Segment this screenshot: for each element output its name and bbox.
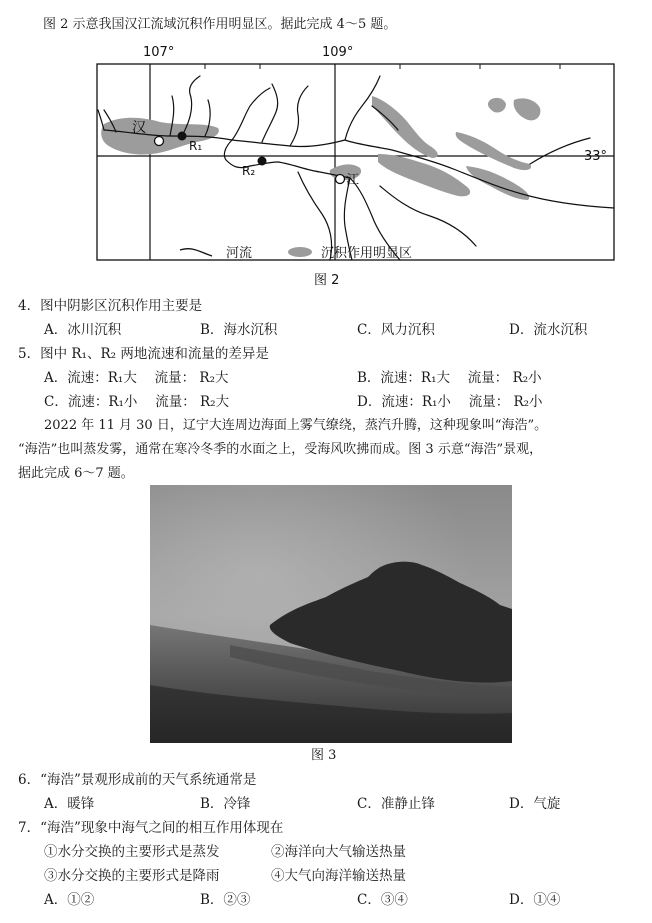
intro-text-2-line2: “海浩”也叫蒸发雾，通常在寒冷冬季的水面之上，受海风吹拂而成。图 3 示意“海浩”景观，: [18, 442, 543, 457]
q6-stem: 6．“海浩”景观形成前的天气系统通常是: [18, 772, 257, 788]
q5-option-d[interactable]: D．流速：R₁小 流量： R₂小: [357, 394, 543, 410]
q7-option-d[interactable]: D．①④: [509, 892, 561, 908]
map-frame: [97, 64, 614, 260]
q5-option-a[interactable]: A．流速：R₁大 流量： R₂大: [44, 370, 229, 386]
q4-option-b[interactable]: B．海水沉积: [200, 322, 278, 338]
q7-item-1: ①水分交换的主要形式是蒸发: [44, 844, 220, 860]
intro-text-2-line1: 2022 年 11 月 30 日，辽宁大连周边海面上雾气缭绕，蒸汽升腾，这种现象叫“海浩”。: [44, 418, 548, 433]
q7-item-2: ②海洋向大气输送热量: [271, 844, 406, 860]
q5-stem: 5．图中 R₁、R₂ 两地流速和流量的差异是: [18, 346, 269, 362]
q7-stem: 7．“海浩”现象中海气之间的相互作用体现在: [18, 820, 284, 836]
sea-smoke-photo: [150, 485, 512, 743]
q7-option-a[interactable]: A．①②: [44, 892, 95, 908]
q4-stem: 4．图中阴影区沉积作用主要是: [18, 298, 203, 314]
map-figure: [0, 36, 652, 306]
q6-option-b[interactable]: B．冷锋: [200, 796, 251, 812]
q5-option-c[interactable]: C．流速：R₁小 流量： R₂大: [44, 394, 230, 410]
han-town-marker: [155, 137, 164, 146]
q4-option-d[interactable]: D．流水沉积: [509, 322, 588, 338]
q7-item-3: ③水分交换的主要形式是降雨: [44, 868, 220, 884]
legend-river-label: 河流: [226, 246, 253, 261]
q4-option-c[interactable]: C．风力沉积: [357, 322, 435, 338]
q4-option-a[interactable]: A．冰川沉积: [44, 322, 122, 338]
intro-text-2-line3: 据此完成 6～7 题。: [18, 466, 134, 481]
intro-text-1: 图 2 示意我国汉江流域沉积作用明显区。据此完成 4～5 题。: [43, 17, 397, 32]
legend-deposit-label: 沉积作用明显区: [321, 246, 413, 261]
lon-109-label: 109°: [322, 45, 354, 60]
q6-option-a[interactable]: A．暖锋: [44, 796, 95, 812]
map-caption: 图 2: [314, 273, 340, 288]
label-han: 汉: [132, 120, 146, 136]
q7-item-4: ④大气向海洋输送热量: [271, 868, 406, 884]
photo-caption: 图 3: [311, 748, 337, 763]
lon-107-label: 107°: [143, 45, 175, 60]
q6-option-d[interactable]: D．气旋: [509, 796, 561, 812]
r2-marker: [258, 157, 267, 166]
r1-marker: [178, 132, 187, 141]
q5-option-b[interactable]: B．流速：R₁大 流量： R₂小: [357, 370, 542, 386]
q7-option-b[interactable]: B．②③: [200, 892, 251, 908]
label-r2: R₂: [242, 164, 256, 178]
q7-option-c[interactable]: C．③④: [357, 892, 408, 908]
q6-option-c[interactable]: C．准静止锋: [357, 796, 435, 812]
label-r1: R₁: [189, 139, 203, 153]
lat-33-label: 33°: [584, 149, 608, 164]
label-jiang: 江: [346, 173, 360, 188]
jiang-town-marker: [336, 175, 345, 184]
legend-deposit-symbol: [288, 247, 312, 257]
